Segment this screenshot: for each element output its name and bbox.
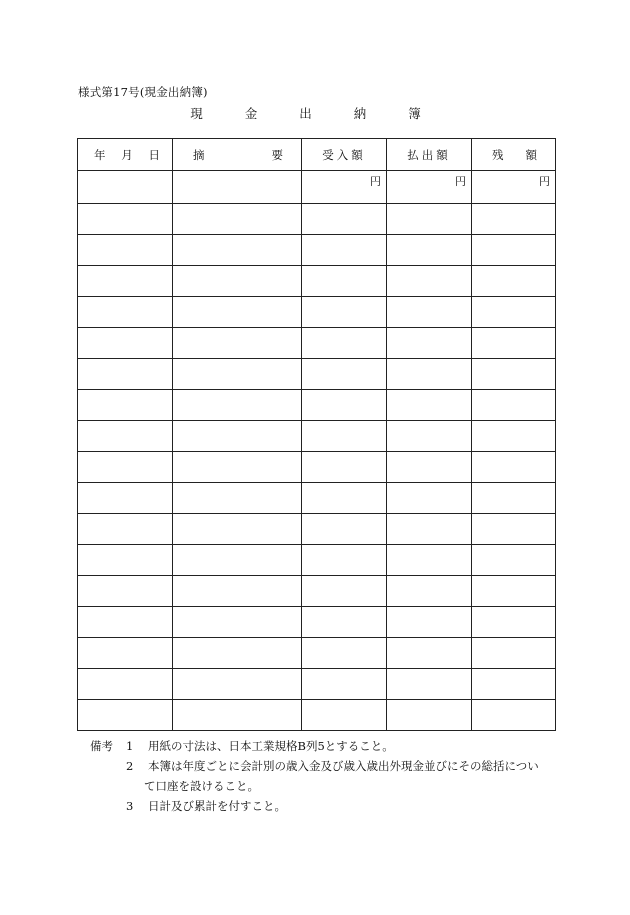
cell-date — [78, 204, 173, 235]
table-row — [78, 669, 556, 700]
ledger-body — [78, 171, 556, 731]
cell-receipts — [302, 452, 387, 483]
cell-receipts — [302, 235, 387, 266]
cell-description — [173, 359, 302, 390]
cell-receipts — [302, 638, 387, 669]
cell-payments — [387, 545, 472, 576]
cell-receipts — [302, 545, 387, 576]
cell-payments — [387, 638, 472, 669]
header-payments: 払出額 — [387, 139, 472, 171]
cell-date — [78, 390, 173, 421]
cell-description — [173, 545, 302, 576]
header-description-part2: 要 — [271, 147, 283, 162]
table-row — [78, 452, 556, 483]
cell-payments — [387, 390, 472, 421]
cell-date — [78, 359, 173, 390]
table-row — [78, 266, 556, 297]
cell-balance — [472, 297, 556, 328]
cell-description — [173, 328, 302, 359]
cell-payments — [387, 576, 472, 607]
table-row — [78, 545, 556, 576]
cell-description — [173, 638, 302, 669]
cell-date — [78, 266, 173, 297]
cell-balance — [472, 638, 556, 669]
unit-receipts: 円 — [302, 171, 387, 204]
cell-payments — [387, 483, 472, 514]
cell-payments — [387, 421, 472, 452]
cell-date — [78, 452, 173, 483]
cell-payments — [387, 297, 472, 328]
table-row — [78, 421, 556, 452]
cell-balance — [472, 545, 556, 576]
cell-payments — [387, 452, 472, 483]
cell-balance — [472, 421, 556, 452]
cell-description — [173, 266, 302, 297]
cell-date — [78, 514, 173, 545]
header-description — [173, 139, 302, 171]
cell-payments — [387, 328, 472, 359]
table-row — [78, 359, 556, 390]
unit-balance: 円 — [472, 171, 556, 204]
cell-balance — [472, 607, 556, 638]
cell-balance — [472, 700, 556, 731]
cell-date — [78, 235, 173, 266]
note-text: 用紙の寸法は、日本工業規格B列5とすること。 — [148, 739, 394, 753]
cell-payments — [387, 669, 472, 700]
cell-date — [78, 421, 173, 452]
cell-description — [173, 514, 302, 545]
cell-payments — [387, 607, 472, 638]
header-balance-part1: 残 — [492, 147, 504, 162]
note-number: 3 — [126, 799, 134, 813]
cell-balance — [472, 514, 556, 545]
cell-receipts — [302, 607, 387, 638]
cell-description — [173, 171, 302, 204]
cell-receipts — [302, 359, 387, 390]
note-text: 本簿は年度ごとに会計別の歳入金及び歳入歳出外現金並びにその総括につい — [148, 759, 539, 773]
cell-description — [173, 204, 302, 235]
note-number: 1 — [126, 739, 134, 753]
cell-description — [173, 297, 302, 328]
cell-balance — [472, 204, 556, 235]
cell-payments — [387, 700, 472, 731]
note-item — [90, 796, 560, 816]
table-row — [78, 390, 556, 421]
cell-receipts — [302, 576, 387, 607]
header-date-month: 月 — [121, 147, 133, 162]
table-row — [78, 297, 556, 328]
header-balance-part2: 額 — [525, 147, 537, 162]
cell-description — [173, 390, 302, 421]
notes-label: 備考 — [90, 739, 113, 753]
table-row — [78, 700, 556, 731]
cell-balance — [472, 235, 556, 266]
note-item — [90, 756, 560, 776]
cell-description — [173, 421, 302, 452]
cell-date — [78, 638, 173, 669]
table-row — [78, 576, 556, 607]
table-row — [78, 204, 556, 235]
cell-payments — [387, 359, 472, 390]
cell-balance — [472, 328, 556, 359]
note-text-continued: て口座を設けること。 — [144, 779, 259, 793]
cell-balance — [472, 576, 556, 607]
cell-description — [173, 607, 302, 638]
table-row — [78, 514, 556, 545]
table-row — [78, 483, 556, 514]
cell-receipts — [302, 669, 387, 700]
cell-date — [78, 607, 173, 638]
table-row — [78, 638, 556, 669]
cell-receipts — [302, 204, 387, 235]
header-description-part1: 摘 — [193, 147, 205, 162]
cell-date — [78, 700, 173, 731]
header-date-day: 日 — [148, 147, 160, 162]
cell-payments — [387, 266, 472, 297]
note-text: 日計及び累計を付すこと。 — [148, 799, 286, 813]
note-item — [90, 736, 560, 756]
cell-description — [173, 700, 302, 731]
table-row — [78, 328, 556, 359]
header-row — [78, 139, 556, 171]
cell-balance — [472, 359, 556, 390]
cell-balance — [472, 266, 556, 297]
cash-ledger-table — [77, 138, 556, 731]
notes-section — [90, 736, 560, 816]
cell-balance — [472, 669, 556, 700]
cell-receipts — [302, 514, 387, 545]
cell-receipts — [302, 421, 387, 452]
table-row — [78, 171, 556, 204]
cell-description — [173, 235, 302, 266]
table-row — [78, 607, 556, 638]
cell-date — [78, 328, 173, 359]
cell-date — [78, 576, 173, 607]
cell-description — [173, 452, 302, 483]
cell-description — [173, 576, 302, 607]
cell-date — [78, 297, 173, 328]
cell-balance — [472, 483, 556, 514]
page-title: 現 金 出 納 簿 — [190, 106, 440, 121]
note-number: 2 — [126, 759, 134, 773]
cell-description — [173, 483, 302, 514]
cell-receipts — [302, 700, 387, 731]
cell-payments — [387, 235, 472, 266]
form-number: 様式第17号(現金出納簿) — [78, 85, 208, 99]
cell-receipts — [302, 390, 387, 421]
header-date — [78, 139, 173, 171]
cell-date — [78, 483, 173, 514]
cell-receipts — [302, 328, 387, 359]
cell-balance — [472, 390, 556, 421]
cell-receipts — [302, 266, 387, 297]
cell-receipts — [302, 483, 387, 514]
unit-payments: 円 — [387, 171, 472, 204]
header-balance — [472, 139, 556, 171]
cell-date — [78, 669, 173, 700]
cell-receipts — [302, 297, 387, 328]
cell-date — [78, 171, 173, 204]
cell-payments — [387, 514, 472, 545]
cell-balance — [472, 452, 556, 483]
table-row — [78, 235, 556, 266]
header-date-year: 年 — [94, 147, 106, 162]
cell-payments — [387, 204, 472, 235]
header-receipts: 受入額 — [302, 139, 387, 171]
cell-description — [173, 669, 302, 700]
cell-date — [78, 545, 173, 576]
